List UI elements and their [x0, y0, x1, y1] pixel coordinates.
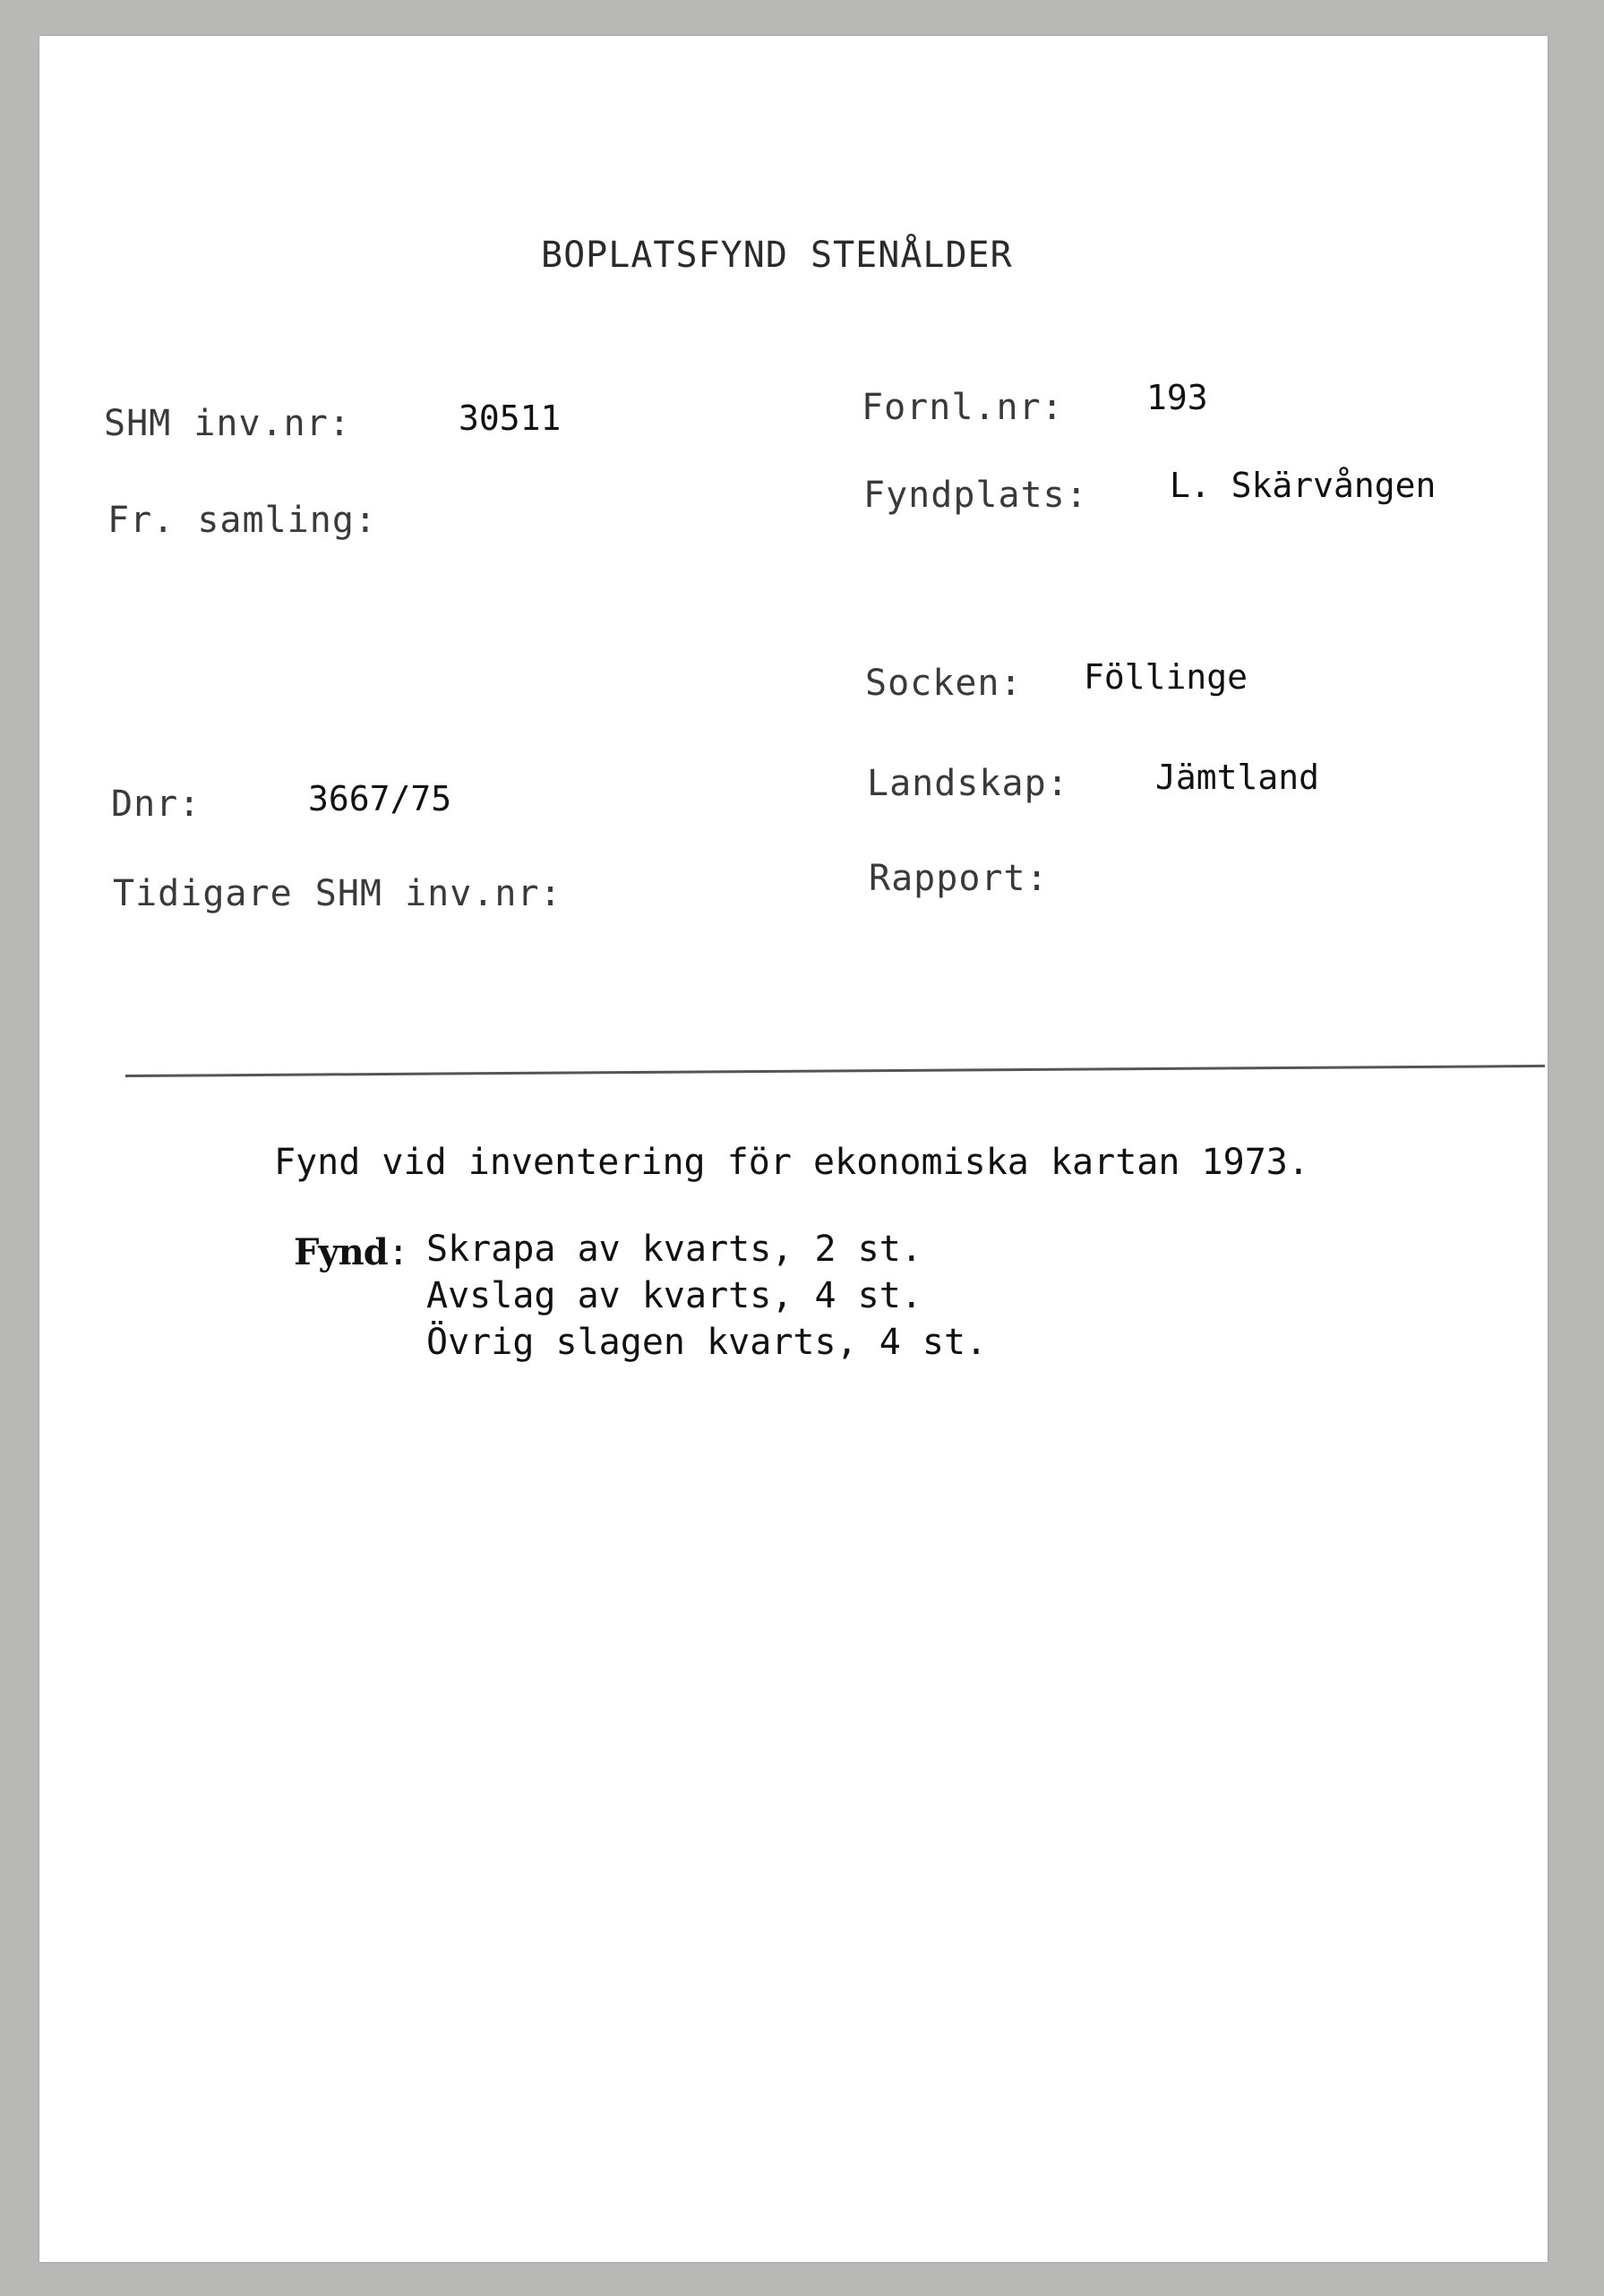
fornl-value: 193 [1146, 378, 1208, 417]
dnr-value: 3667/75 [308, 779, 452, 818]
fyndplats-label: Fyndplats: [863, 475, 1088, 516]
fynd-colon: : [387, 1232, 409, 1273]
landskap-value: Jämtland [1155, 758, 1320, 797]
fornl-label: Fornl.nr: [862, 387, 1064, 428]
divider-line [125, 1065, 1545, 1077]
catalog-card [39, 36, 1548, 2262]
fynd-item: Övrig slagen kvarts, 4 st. [426, 1322, 988, 1363]
fyndplats-value: L. Skärvången [1170, 466, 1437, 505]
tidigare-shm-inv-label: Tidigare SHM inv.nr: [113, 873, 562, 914]
fynd-item: Avslag av kvarts, 4 st. [426, 1275, 922, 1316]
fynd-item: Skrapa av kvarts, 2 st. [426, 1229, 922, 1270]
finding-note: Fynd vid inventering för ekonomiska kartan 1973. [274, 1142, 1309, 1183]
shm-inv-value: 30511 [459, 398, 562, 438]
fynd-label: Fynd [294, 1231, 388, 1273]
dnr-label: Dnr: [111, 784, 202, 825]
socken-value: Föllinge [1084, 657, 1248, 697]
card-title: BOPLATSFYND STENÅLDER [541, 235, 1013, 276]
socken-label: Socken: [865, 663, 1023, 704]
fr-samling-label: Fr. samling: [107, 500, 377, 541]
shm-inv-label: SHM inv.nr: [104, 403, 351, 444]
rapport-label: Rapport: [869, 858, 1049, 899]
landskap-label: Landskap: [867, 763, 1069, 804]
fynd-heading [294, 1231, 409, 1273]
